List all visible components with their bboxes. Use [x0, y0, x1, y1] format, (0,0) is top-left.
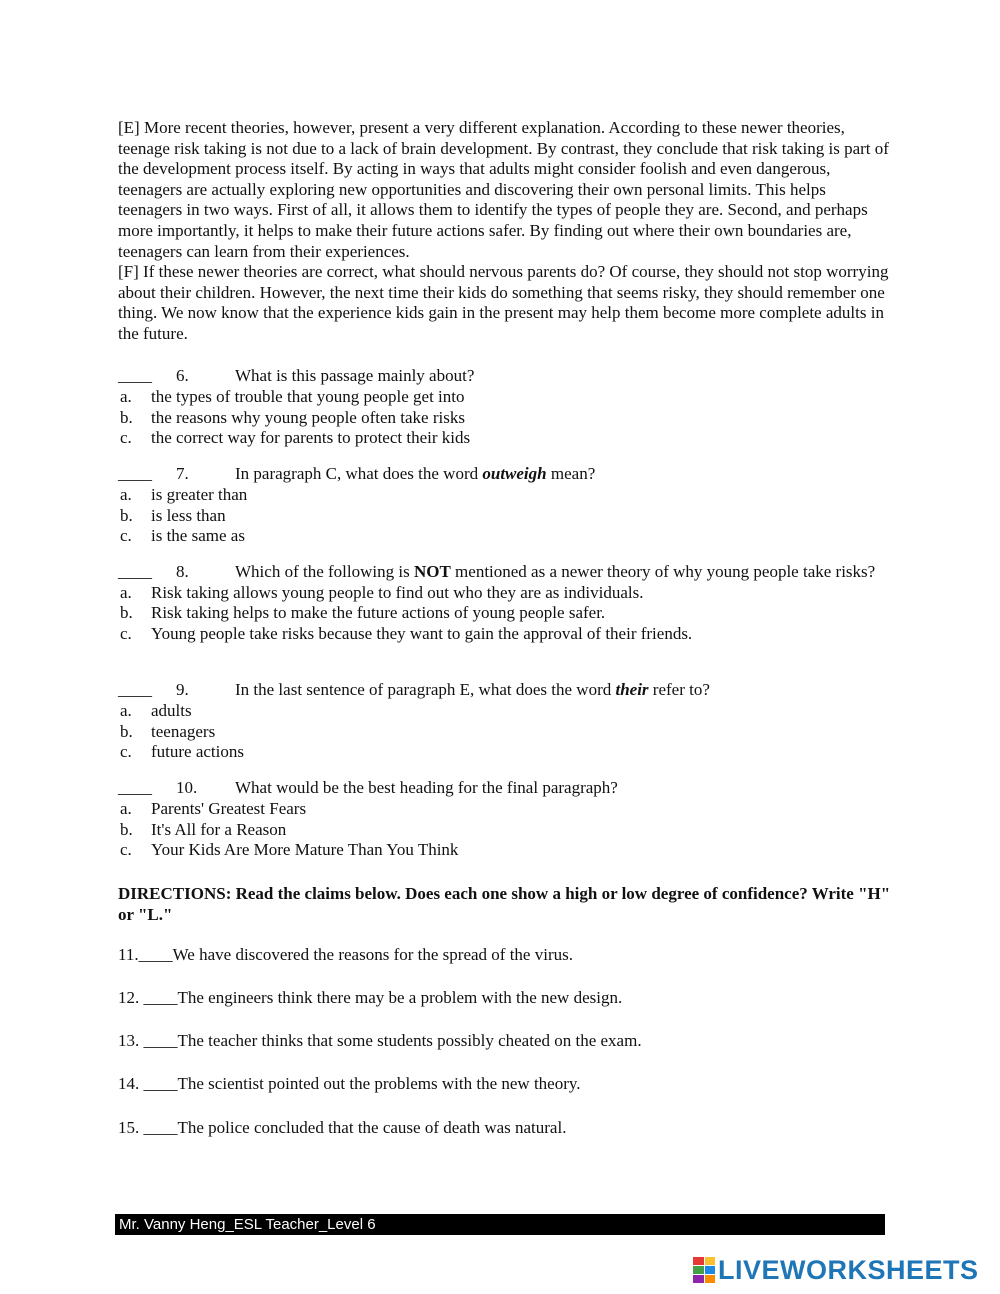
- answer-blank[interactable]: ____: [118, 366, 152, 385]
- liveworksheets-logo: [693, 1255, 979, 1285]
- question-7: [118, 464, 893, 547]
- question-text: What would be the best heading for the final paragraph?: [235, 778, 618, 797]
- answer-blank[interactable]: ____: [118, 464, 152, 483]
- option-a: a. Parents' Greatest Fears: [120, 799, 307, 818]
- question-10: [118, 778, 893, 861]
- option-a: a. the types of trouble that young people get into: [120, 387, 465, 406]
- keyword: outweigh: [482, 464, 547, 483]
- answer-blank[interactable]: ____: [118, 562, 152, 581]
- option-b: b. is less than: [120, 505, 226, 525]
- claim-13[interactable]: 13. ____The teacher thinks that some students possibly cheated on the exam.: [118, 1031, 642, 1050]
- option-b: b. Risk taking helps to make the future actions of young people safer.: [120, 603, 606, 623]
- footer-bar: Mr. Vanny Heng_ESL Teacher_Level 6: [115, 1214, 885, 1235]
- logo-text: LIVEWORKSHEETS: [718, 1254, 979, 1285]
- question-number: 8.: [176, 562, 189, 581]
- liveworksheets-logo-icon: [693, 1257, 715, 1283]
- option-a: a. is greater than: [120, 485, 248, 504]
- question-text: Which of the following is NOT mentioned as a newer theory of why young people take risks?: [235, 562, 876, 581]
- question-text: In the last sentence of paragraph E, what does the word their refer to?: [235, 680, 710, 699]
- option-c: c. the correct way for parents to protect their kids: [120, 428, 471, 448]
- option-a: a. adults: [120, 701, 192, 720]
- claim-11[interactable]: 11.____We have discovered the reasons for the spread of the virus.: [118, 945, 573, 964]
- option-a: a. Risk taking allows young people to find out who they are as individuals.: [120, 582, 644, 602]
- keyword: NOT: [413, 562, 451, 581]
- question-stem: [118, 464, 893, 485]
- question-text: In paragraph C, what does the word outweigh mean?: [235, 464, 596, 483]
- option-b: b. the reasons why young people often take risks: [120, 407, 465, 427]
- question-stem: [118, 680, 893, 701]
- question-number: 10.: [176, 778, 198, 797]
- answer-blank[interactable]: ____: [118, 680, 152, 699]
- option-c: c. is the same as: [120, 526, 245, 546]
- answer-blank[interactable]: ____: [118, 778, 152, 797]
- paragraph-f: [F] If these newer theories are correct, what should nervous parents do? Of course, they should not stop worrying about their children. However, the next time their kids do something that seems risky, they should remember one thing. We now know that the experience kids gain in the present may help them become more complete adults in the future.: [118, 262, 889, 343]
- question-stem: [118, 366, 893, 387]
- option-c: c. future actions: [120, 742, 244, 762]
- directions-heading: DIRECTIONS: Read the claims below. Does each one show a high or low degree of confidence? Write "H" or "L.": [118, 884, 891, 924]
- option-b: b. teenagers: [120, 721, 216, 741]
- claim-12[interactable]: 12. ____The engineers think there may be a problem with the new design.: [118, 988, 623, 1007]
- paragraph-e: [E] More recent theories, however, present a very different explanation. According to these newer theories, teenage risk taking is not due to a lack of brain development. By contrast, they conclude that risk taking is part of the development process itself. By acting in ways that adults might consider foolish and even dangerous, teenagers are actually exploring new opportunities and discovering their own personal limits. This helps teenagers in two ways. First of all, it allows them to identify the types of people they are. Second, and perhaps more importantly, it helps to make their future actions safer. By finding out where their own boundaries are, teenagers can learn from their experiences.: [118, 118, 889, 261]
- option-b: b. It's All for a Reason: [120, 819, 287, 839]
- claim-14[interactable]: 14. ____The scientist pointed out the problems with the new theory.: [118, 1074, 581, 1093]
- question-stem: [118, 562, 893, 583]
- question-8: [118, 562, 893, 644]
- question-stem: [118, 778, 893, 799]
- question-9: [118, 680, 893, 763]
- option-c: c. Your Kids Are More Mature Than You Think: [120, 840, 459, 860]
- keyword: their: [615, 680, 649, 699]
- reading-passage: [118, 118, 893, 345]
- question-text: What is this passage mainly about?: [235, 366, 475, 385]
- question-number: 9.: [176, 680, 189, 699]
- claim-15[interactable]: 15. ____The police concluded that the cause of death was natural.: [118, 1118, 567, 1137]
- option-c: c. Young people take risks because they want to gain the approval of their friends.: [120, 623, 693, 643]
- question-6: [118, 366, 893, 449]
- question-number: 7.: [176, 464, 189, 483]
- question-number: 6.: [176, 366, 189, 385]
